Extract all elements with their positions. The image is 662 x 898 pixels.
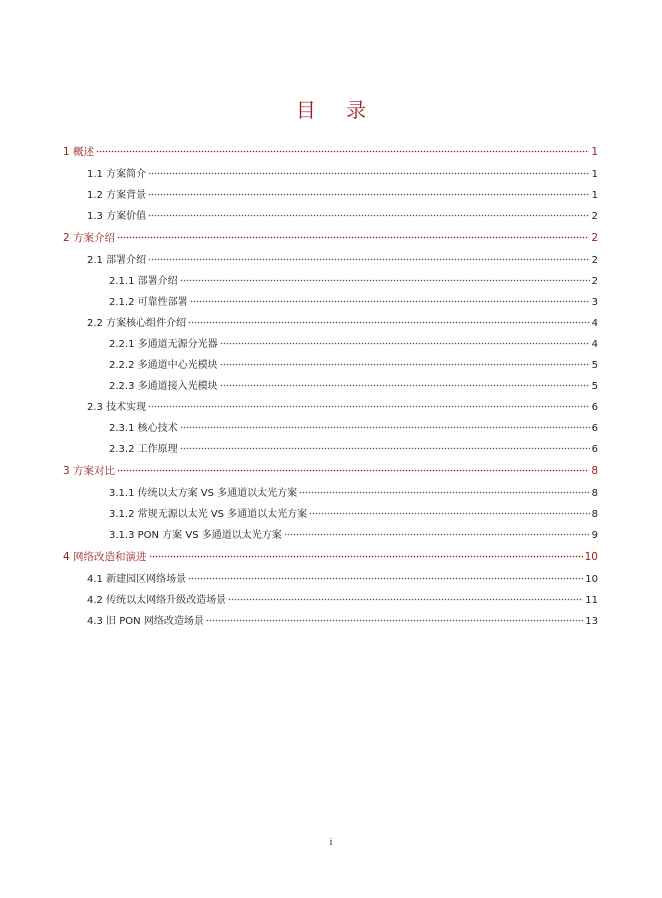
dot-leader	[148, 184, 590, 198]
toc-entry[interactable]	[87, 589, 598, 606]
toc-entry[interactable]	[87, 163, 598, 180]
toc-entry-label: 2.2 方案核心组件介绍	[87, 318, 187, 329]
dot-leader	[149, 546, 583, 560]
toc-entry-page: 13	[585, 616, 598, 627]
toc-entry[interactable]	[109, 417, 598, 434]
toc-entry[interactable]	[109, 354, 598, 371]
toc-entry[interactable]	[109, 291, 598, 308]
toc-entry-label: 3.1.1 传统以太方案 VS 多通道以太光方案	[109, 488, 298, 499]
toc-entry-label: 1.2 方案背景	[87, 190, 147, 201]
toc-entry[interactable]	[87, 396, 598, 413]
dot-leader	[284, 524, 590, 538]
toc-entry[interactable]	[109, 438, 598, 455]
toc-entry-label: 1.1 方案简介	[87, 169, 147, 180]
toc-entry[interactable]	[87, 184, 598, 201]
toc-entry[interactable]	[63, 141, 598, 158]
toc-entry-label: 2.1.1 部署介绍	[109, 276, 178, 287]
dot-leader	[190, 291, 590, 305]
toc-entry[interactable]	[109, 375, 598, 392]
dot-leader	[148, 205, 590, 219]
dot-leader	[299, 482, 589, 496]
toc-entry-page: 2	[591, 232, 598, 244]
toc-entry-label: 4.3 旧 PON 网络改造场景	[87, 616, 204, 627]
toc-entry[interactable]	[87, 312, 598, 329]
toc-entry-page: 2	[591, 255, 598, 266]
toc-entry-page: 6	[591, 402, 598, 413]
toc-entry-page: 1	[591, 190, 598, 201]
dot-leader	[180, 270, 590, 284]
dot-leader	[309, 503, 589, 517]
dot-leader	[148, 163, 590, 177]
toc-entry[interactable]	[63, 227, 598, 244]
toc-entry-page: 3	[591, 297, 598, 308]
toc-entry-page: 1	[591, 169, 598, 180]
toc-entry[interactable]	[109, 270, 598, 287]
dot-leader	[180, 438, 590, 452]
toc-entry-label: 2.3 技术实现	[87, 402, 147, 413]
toc-entry-page: 8	[591, 488, 598, 499]
toc-entry-page: 10	[584, 551, 598, 563]
toc-entry-page: 5	[591, 360, 598, 371]
toc-entry-page: 6	[591, 423, 598, 434]
dot-leader	[206, 610, 583, 624]
toc-entry-label: 3.1.3 PON 方案 VS 多通道以太光方案	[109, 530, 282, 541]
dot-leader	[117, 227, 589, 241]
toc-entry-label: 2 方案介绍	[63, 232, 116, 244]
page-number: i	[329, 838, 333, 848]
toc-entry-page: 6	[591, 444, 598, 455]
toc-entry-page: 9	[591, 530, 598, 541]
toc-entry-page: 2	[591, 211, 598, 222]
dot-leader	[188, 312, 590, 326]
toc-entry-page: 4	[591, 339, 598, 350]
toc-entry-page: 2	[591, 276, 598, 287]
toc-entry-label: 2.3.2 工作原理	[109, 444, 178, 455]
dot-leader	[180, 417, 590, 431]
toc-entry[interactable]	[87, 205, 598, 222]
toc-entry-label: 3 方案对比	[63, 465, 116, 477]
toc-entry-label: 4.2 传统以太网络升级改造场景	[87, 595, 227, 606]
toc-entry-page: 8	[591, 465, 598, 477]
toc-entry-label: 1.3 方案价值	[87, 211, 147, 222]
dot-leader	[220, 333, 590, 347]
toc-entry-page: 5	[591, 381, 598, 392]
dot-leader	[96, 141, 589, 155]
toc-entry-label: 3.1.2 常规无源以太光 VS 多通道以太光方案	[109, 509, 308, 520]
toc-entry-label: 4.1 新建园区网络场景	[87, 574, 187, 585]
toc-entry-page: 1	[591, 146, 598, 158]
toc-entry[interactable]	[109, 482, 598, 499]
toc-entry-page: 8	[591, 509, 598, 520]
toc-entry-label: 2.2.3 多通道接入光模块	[109, 381, 218, 392]
toc-entry[interactable]	[87, 568, 598, 585]
dot-leader	[188, 568, 583, 582]
toc-entry-page: 4	[591, 318, 598, 329]
toc-entry-label: 2.1.2 可靠性部署	[109, 297, 188, 308]
toc-entry[interactable]	[63, 546, 598, 563]
dot-leader	[148, 249, 590, 263]
toc-entry[interactable]	[87, 249, 598, 266]
toc-entry[interactable]	[63, 460, 598, 477]
toc-entry[interactable]	[109, 503, 598, 520]
toc-entry[interactable]	[109, 524, 598, 541]
dot-leader	[228, 589, 583, 603]
dot-leader	[220, 354, 590, 368]
toc-entry-label: 2.3.1 核心技术	[109, 423, 178, 434]
toc-entry-label: 4 网络改造和演进	[63, 551, 147, 563]
toc-entry-label: 1 概述	[63, 146, 95, 158]
toc-entry[interactable]	[109, 333, 598, 350]
dot-leader	[148, 396, 590, 410]
toc-entry-page: 11	[585, 595, 598, 606]
toc-entry-label: 2.2.1 多通道无源分光器	[109, 339, 218, 350]
toc-entry-label: 2.2.2 多通道中心光模块	[109, 360, 218, 371]
toc-entry-page: 10	[585, 574, 598, 585]
toc-entry-label: 2.1 部署介绍	[87, 255, 147, 266]
dot-leader	[117, 460, 589, 474]
toc-title: 目 录	[295, 98, 379, 122]
toc-entry[interactable]	[87, 610, 598, 627]
dot-leader	[220, 375, 590, 389]
